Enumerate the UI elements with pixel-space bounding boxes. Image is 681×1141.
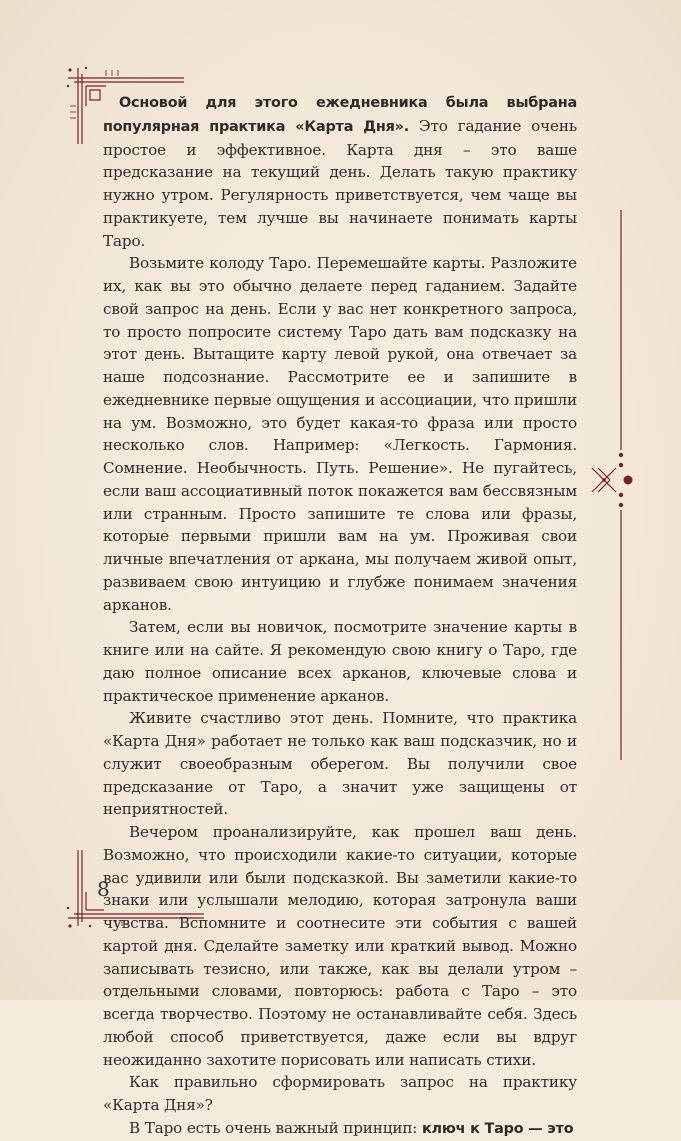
page-number: 8 (97, 877, 110, 901)
paragraph-7-text: В Таро есть очень важный принцип: (129, 1118, 422, 1137)
paragraph-1 (103, 91, 577, 252)
paragraph-1-bold: Основой для этого ежедневника была выбрана популярная практика «Карта Дня». (103, 95, 577, 135)
paragraph-7 (103, 1117, 577, 1141)
paragraph-3: Затем, если вы новичок, посмотрите значение карты в книге или на сайте. Я рекомендую свою книгу о Таро, где даю полное описание всех арканов, ключевые слова и практическое применение арканов. (103, 618, 577, 705)
paragraph-7-bold: ключ к Таро — это (421, 1120, 574, 1137)
paragraph-2: Возьмите колоду Таро. Перемешайте карты. Разложите их, как вы это обычно делаете перед гаданием. Задайте свой запрос на день. Если у вас нет конкретного запроса, то просто попросите систему Таро дать вам подсказку на этот день. Вытащите карту левой рукой, она отвечает за наше подсознание. Рассмотрите ее и запишите в ежедневнике первые ощущения и ассоциации, что пришли на ум. Возможно, это будет какая-то фраза или просто несколько слов. Например: «Легкость. Гармония. Сомнение. Необычность. Путь. Решение». Не пугайтесь, если ваш ассоциативный поток покажется вам бессвязным или странным. Просто запишите те слова или фразы, которые первыми пришли вам на ум. Проживая свои личные впечатления от аркана, мы получаем живой опыт, развиваем свою интуицию и глубже понимаем значения арканов. (103, 254, 577, 614)
right-margin-ornament (588, 210, 648, 760)
paragraph-5: Вечером проанализируйте, как прошел ваш день. Возможно, что происходили какие-то ситуации, которые вас удивили или были подсказкой. Вы заметили какие-то знаки или услышали мелодию, которая затронула ваши чувства. Вспомните и соотнесите эти события с вашей картой дня. Сделайте заметку или краткий вывод. Можно записывать тезисно, или также, как вы делали утром – отдельными словами, повторюсь: работа с Таро – это всегда творчество. Поэтому не останавливайте себя. Здесь любой способ приветствуется, даже если вы вдруг неожиданно захотите порисовать или написать стихи. (103, 823, 577, 1069)
paragraph-4: Живите счастливо этот день. Помните, что практика «Карта Дня» работает не только как ваш подсказчик, но и служит своеобразным оберегом. Вы получили свое предсказание от Таро, а значит уже защищены от неприятностей. (103, 709, 577, 819)
paragraph-6: Как правильно сформировать запрос на практику «Карта Дня»? (103, 1073, 577, 1114)
body-text (103, 91, 577, 1141)
paragraph-1-text: Это гадание очень простое и эффективное. Карта дня – это ваше предсказание на текущий день. Делать такую практику нужно утром. Регулярность приветствуется, чем чаще вы практикуете, тем лучше вы начинаете понимать карты Таро. (103, 116, 577, 250)
